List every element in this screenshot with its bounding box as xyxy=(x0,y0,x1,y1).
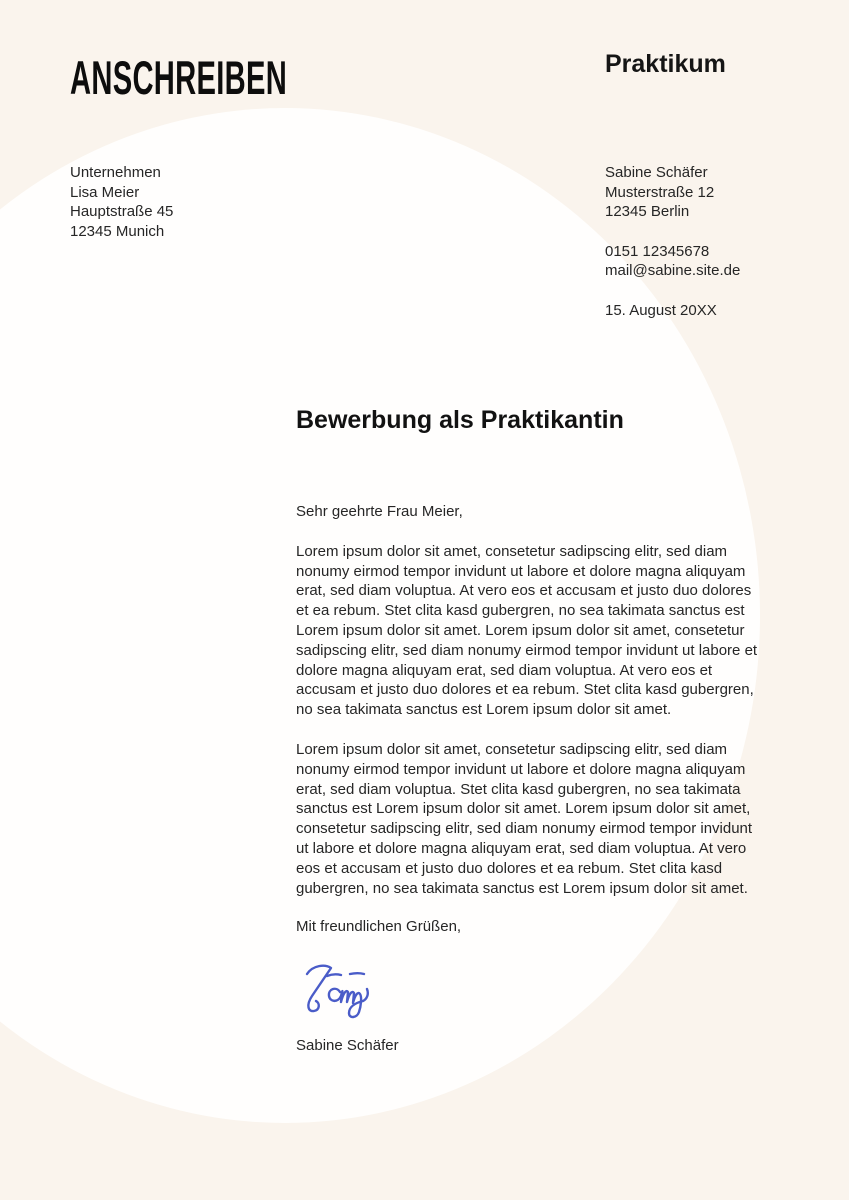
sender-address-lines xyxy=(605,163,740,222)
sender-street: Musterstraße 12 xyxy=(605,183,715,201)
letter-body xyxy=(296,404,766,1056)
recipient-address-block xyxy=(70,163,173,241)
recipient-address-lines xyxy=(70,163,173,241)
letter-closing: Mit freundlichen Grüßen, xyxy=(296,918,462,936)
letter-paragraph-2: Lorem ipsum dolor sit amet, consetetur sadipscing elitr, sed diam nonumy eirmod tempor invidunt ut labore et dolore magna aliquyam erat, sed diam voluptua. Stet clita kasd gubergren, no sea takimata sanctus est Lorem ipsum dolor sit amet. Lorem ipsum dolor sit amet, consetetur sadipscing elitr, sed diam nonumy eirmod tempor invidunt ut labore et dolore magna aliquyam erat, sed diam voluptua. At vero eos et accusam et justo duo dolores et ea rebum. Stet clita kasd gubergren, no sea takimata sanctus est Lorem ipsum dolor sit amet. xyxy=(296,740,753,897)
document-title: ANSCHREIBEN xyxy=(70,51,288,104)
recipient-street: Hauptstraße 45 xyxy=(70,203,174,221)
sender-email: mail@sabine.site.de xyxy=(605,262,741,280)
handwritten-signature-image xyxy=(296,961,390,1021)
sender-info-block xyxy=(605,163,740,321)
signature-printed-name: Sabine Schäfer xyxy=(296,1037,399,1055)
sender-contact-lines xyxy=(605,242,740,281)
signature-stroke-dash1 xyxy=(327,974,341,976)
letter-date: 15. August 20XX xyxy=(605,301,717,319)
letter-date-group xyxy=(605,301,740,321)
sender-name: Sabine Schäfer xyxy=(605,164,708,181)
letter-subject: Bewerbung als Praktikantin xyxy=(296,406,624,434)
recipient-company: Unternehmen xyxy=(70,164,161,181)
signature-stroke-z xyxy=(307,966,331,1011)
letter-salutation: Sehr geehrte Frau Meier, xyxy=(296,503,463,520)
letter-paragraph-1: Lorem ipsum dolor sit amet, consetetur sadipscing elitr, sed diam nonumy eirmod tempor invidunt ut labore et dolore magna aliquyam erat, sed diam voluptua. At vero eos et accusam et justo duo dolores et ea rebum. Stet clita kasd gubergren, no sea takimata sanctus est Lorem ipsum dolor sit amet. Lorem ipsum dolor sit amet, consetetur sadipscing elitr, sed diam nonumy eirmod tempor invidunt ut labore et dolore magna aliquyam erat, sed diam voluptua. At vero eos et accusam et justo duo dolores et ea rebum. Stet clita kasd gubergren, no sea takimata sanctus est Lorem ipsum dolor sit amet. xyxy=(296,542,758,719)
sender-city: 12345 Berlin xyxy=(605,203,690,221)
recipient-name: Lisa Meier xyxy=(70,183,140,201)
document-subtitle: Praktikum xyxy=(605,50,726,78)
signature-stroke-dash2 xyxy=(350,973,364,974)
sender-phone: 0151 12345678 xyxy=(605,242,710,260)
recipient-city: 12345 Munich xyxy=(70,222,165,240)
signature-stroke-letters xyxy=(329,989,368,1017)
